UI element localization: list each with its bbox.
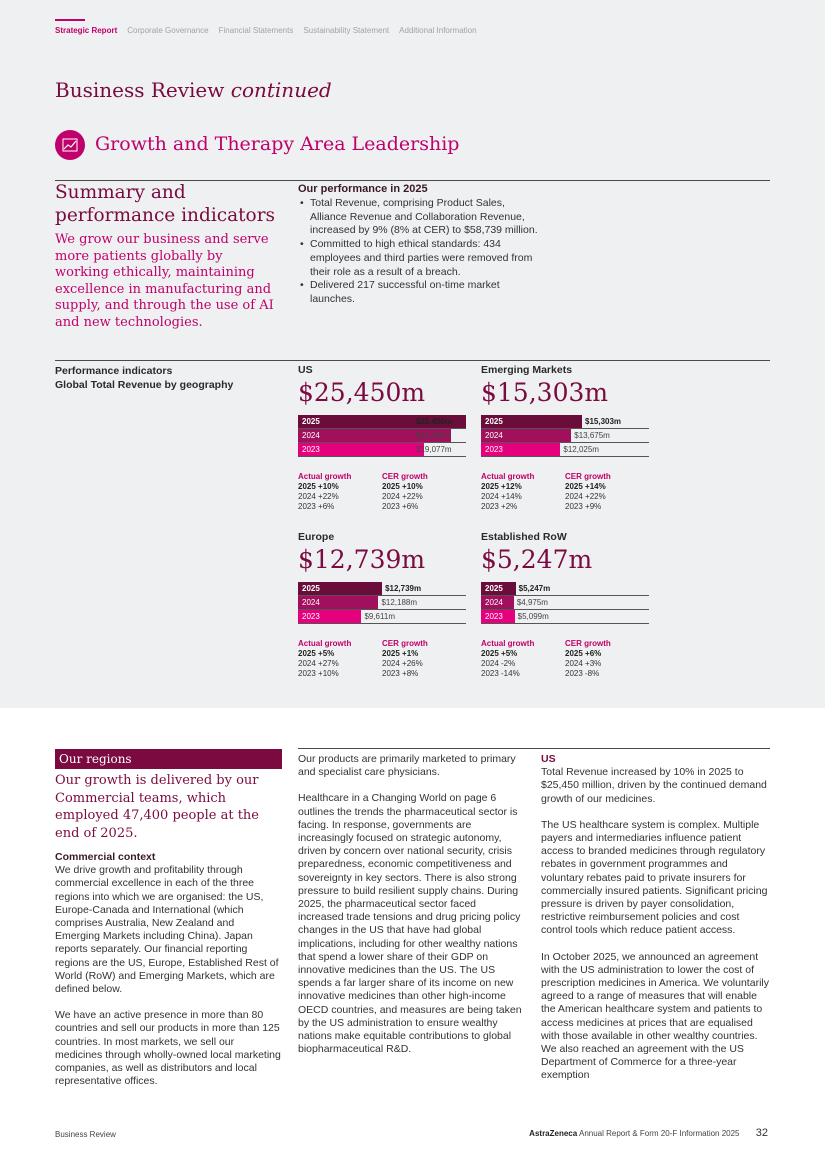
paragraph: In October 2025, we announced an agreement with the US administration to lower the cost of prescription medicines in America. We voluntarily agreed to a range of measures that will enable the American healthcare system and patients to access medicines at prices that are equalised with those available in other wealthy countries. We also reached an agreement with the US Department of Commerce for a three-year exemption	[541, 950, 769, 1082]
bar-value-label: $15,303m	[585, 417, 622, 426]
actual-growth-column	[481, 472, 565, 512]
indicators-subtitle: Global Total Revenue by geography	[55, 379, 234, 391]
context-heading: Commercial context	[55, 851, 156, 863]
list-item: • Committed to high ethical standards: 434 employees and third parties were removed from their role as a result of a breach.	[298, 238, 538, 279]
bar-value-label: $12,739m	[385, 584, 422, 593]
chart-headline-value: $12,739m	[298, 545, 426, 574]
growth-heading: Actual growth	[298, 639, 352, 648]
footer-brand: AstraZeneca	[529, 1129, 578, 1138]
bar-year-label: 2025	[302, 417, 320, 426]
growth-value: 2023 +6%	[298, 502, 335, 511]
chart-headline-value: $25,450m	[298, 378, 426, 407]
bar-row	[481, 610, 649, 624]
divider	[55, 360, 770, 361]
column-3	[541, 753, 770, 1096]
growth-rates	[481, 639, 649, 679]
bar-year-label: 2025	[485, 417, 503, 426]
paragraph: Healthcare in a Changing World on page 6 outlines the trends the pharmaceutical sector is facing. In response, governments are increasingly focused on strategic autonomy, driven by concern over national security, crisis preparedness, economic competitiveness and sovereignty in key sectors. There is also strong pressure to build resilient supply chains. During 2025, the pharmaceutical sector faced increased trade tensions and drug pricing policy changes in the US that have had global implications, including for other wealthy nations that spend a lower share of their GDP on innovative medicines than the US. The US spends a far larger share of its income on new innovative medicines than other high-income OECD countries, and measures are being taken by the US administration to ensure wealthy nations make equitable contributions to global biopharmaceutical R&D.	[298, 792, 522, 1056]
growth-value: 2024 +14%	[481, 492, 522, 501]
growth-value: 2024 +3%	[565, 659, 602, 668]
bar-year-label: 2024	[302, 598, 320, 607]
growth-heading: Actual growth	[481, 639, 535, 648]
chart-title: US	[298, 364, 313, 376]
indicators-heading	[55, 364, 233, 392]
growth-heading: CER growth	[565, 472, 611, 481]
indicators-title: Performance indicators	[55, 365, 173, 377]
growth-heading: Actual growth	[298, 472, 352, 481]
bar-value-label: $12,025m	[563, 445, 599, 454]
page-title-suffix: continued	[230, 78, 332, 102]
list-item: • Delivered 217 successful on-time market launches.	[298, 279, 538, 306]
growth-heading: CER growth	[382, 472, 428, 481]
bar-chart	[298, 415, 466, 457]
chart-headline-value: $5,247m	[481, 545, 593, 574]
cer-growth-column	[382, 639, 466, 679]
footer-report-title: Annual Report & Form 20-F Information 2025	[578, 1129, 740, 1138]
paragraph: The US healthcare system is complex. Multiple payers and intermediaries influence patient access to branded medicines through regulatory rebates in government programmes and voluntary rebates paid to private insurers for commercially insured patients. Significant pricing pressure is driven by payer consolidation, restrictive reimbursement policies and cost control tools which reduce patient access.	[541, 818, 768, 937]
bar-row	[481, 582, 649, 596]
paragraph: We drive growth and profitability through commercial excellence in each of the three regions into which we are organised: the US, Europe-Canada and International (which comprises Australia, New Zealand and Emerging Markets including China). Japan reports separately. Our financial reporting regions are the US, Europe, Established Rest of World (RoW) and Emerging Markets, which are defined below.	[55, 864, 279, 996]
bar-row	[481, 596, 649, 610]
bar-year-label: 2024	[485, 431, 503, 440]
cer-growth-column	[382, 472, 466, 512]
growth-value: 2023 +8%	[382, 669, 419, 678]
growth-value: 2025 +10%	[298, 482, 339, 491]
chart-headline-value: $15,303m	[481, 378, 609, 407]
list-item: • Total Revenue, comprising Product Sales, Alliance Revenue and Collaboration Revenue, increased by 9% (8% at CER) to $58,739 million.	[298, 197, 538, 238]
cer-growth-column	[565, 639, 649, 679]
bar-value-label: $19,077m	[416, 445, 452, 454]
nav-active-indicator	[55, 19, 85, 21]
bar-row	[481, 415, 649, 429]
growth-value: 2023 +6%	[382, 502, 419, 511]
growth-value: 2025 +10%	[382, 482, 423, 491]
bar-row	[481, 443, 649, 457]
growth-title: Growth and Therapy Area Leadership	[95, 133, 460, 155]
growth-rates	[298, 472, 466, 512]
growth-value: 2024 +22%	[382, 492, 423, 501]
growth-heading: Actual growth	[481, 472, 535, 481]
bar-value-label: $9,611m	[364, 612, 395, 621]
bar-row	[298, 429, 466, 443]
bar-value-label: $23,235m	[416, 431, 452, 440]
regions-lead: Our growth is delivered by our Commercial teams, which employed 47,400 people at the end of 2025.	[55, 773, 259, 841]
summary-heading: Summary and performance indicators	[55, 182, 276, 226]
bar-year-label: 2023	[302, 445, 320, 454]
paragraph: Total Revenue increased by 10% in 2025 to $25,450 million, driven by the continued demand growth of our medicines.	[541, 766, 767, 805]
actual-growth-column	[481, 639, 565, 679]
footer-section: Business Review	[55, 1130, 116, 1139]
bar-year-label: 2024	[485, 598, 503, 607]
bar-row	[298, 582, 466, 596]
growth-value: 2025 +12%	[481, 482, 522, 491]
actual-growth-column	[298, 639, 382, 679]
trend-chart-icon	[55, 130, 85, 160]
bar-row	[298, 443, 466, 457]
bar-row	[481, 429, 649, 443]
performance-heading: Our performance in 2025	[298, 183, 428, 195]
geo-chart-emerging-markets	[481, 364, 649, 512]
bar-year-label: 2023	[485, 612, 503, 621]
summary-lead: We grow our business and serve more patients globally by working ethically, maintaining excellence in manufacturing and supply, and through the use of AI and new technologies.	[55, 232, 274, 330]
growth-heading: CER growth	[565, 639, 611, 648]
growth-value: 2023 +9%	[565, 502, 602, 511]
divider	[298, 748, 770, 749]
geo-chart-us	[298, 364, 466, 512]
column-2	[298, 753, 523, 1069]
regions-tag: Our regions	[55, 749, 282, 769]
bar-row	[298, 596, 466, 610]
growth-value: 2023 -14%	[481, 669, 520, 678]
bar-chart	[481, 582, 649, 624]
bar-value-label: $12,188m	[381, 598, 418, 607]
growth-value: 2025 +6%	[565, 649, 602, 658]
growth-value: 2024 +27%	[298, 659, 339, 668]
bar-value-label: $5,099m	[517, 612, 549, 621]
bar-value-label: $4,975m	[516, 598, 548, 607]
geo-chart-europe	[298, 531, 466, 679]
nav-strategic-report[interactable]: Strategic Report	[55, 26, 118, 35]
growth-value: 2025 +5%	[298, 649, 335, 658]
growth-value: 2023 +2%	[481, 502, 518, 511]
bar-year-label: 2025	[302, 584, 320, 593]
column-1	[55, 851, 282, 1101]
footer-report	[529, 1127, 768, 1139]
nav-additional-information[interactable]: Additional Information	[399, 26, 477, 35]
cer-growth-column	[565, 472, 649, 512]
bar-chart	[481, 415, 649, 457]
growth-value: 2025 +14%	[565, 482, 606, 491]
chart-title: Established RoW	[481, 531, 567, 543]
growth-value: 2023 -8%	[565, 669, 600, 678]
growth-rates	[298, 639, 466, 679]
growth-value: 2025 +5%	[481, 649, 518, 658]
page-title-main: Business Review	[55, 78, 225, 102]
bar-value-label: $5,247m	[518, 584, 551, 593]
page-title	[55, 78, 332, 102]
chart-title: Europe	[298, 531, 335, 543]
nav-corporate-governance[interactable]: Corporate Governance	[127, 26, 209, 35]
growth-value: 2024 +22%	[298, 492, 339, 501]
report-nav	[55, 26, 477, 35]
nav-financial-statements[interactable]: Financial Statements	[218, 26, 294, 35]
bar-chart	[298, 582, 466, 624]
bar-year-label: 2025	[485, 584, 503, 593]
growth-value: 2023 +10%	[298, 669, 339, 678]
us-heading: US	[541, 753, 556, 765]
growth-rates	[481, 472, 649, 512]
actual-growth-column	[298, 472, 382, 512]
geo-chart-established-row	[481, 531, 649, 679]
chart-title: Emerging Markets	[481, 364, 573, 376]
growth-heading: CER growth	[382, 639, 428, 648]
growth-value: 2025 +1%	[382, 649, 419, 658]
bar-year-label: 2023	[302, 612, 320, 621]
paragraph: We have an active presence in more than 80 countries and sell our products in more than 125 countries. In most markets, we sell our medicines through wholly-owned local marketing companies, as well as distributors and local representative offices.	[55, 1009, 281, 1088]
bar-row	[298, 415, 466, 429]
performance-list	[298, 197, 538, 307]
paragraph: Our products are primarily marketed to primary and specialist care physicians.	[298, 753, 516, 779]
growth-value: 2024 +22%	[565, 492, 606, 501]
page-number: 32	[755, 1127, 768, 1139]
bar-year-label: 2023	[485, 445, 503, 454]
bar-year-label: 2024	[302, 431, 320, 440]
nav-sustainability-statement[interactable]: Sustainability Statement	[303, 26, 390, 35]
bar-row	[298, 610, 466, 624]
bar-value-label: $25,450m	[416, 417, 453, 426]
bar-value-label: $13,675m	[574, 431, 610, 440]
growth-value: 2024 +26%	[382, 659, 423, 668]
growth-value: 2024 -2%	[481, 659, 516, 668]
